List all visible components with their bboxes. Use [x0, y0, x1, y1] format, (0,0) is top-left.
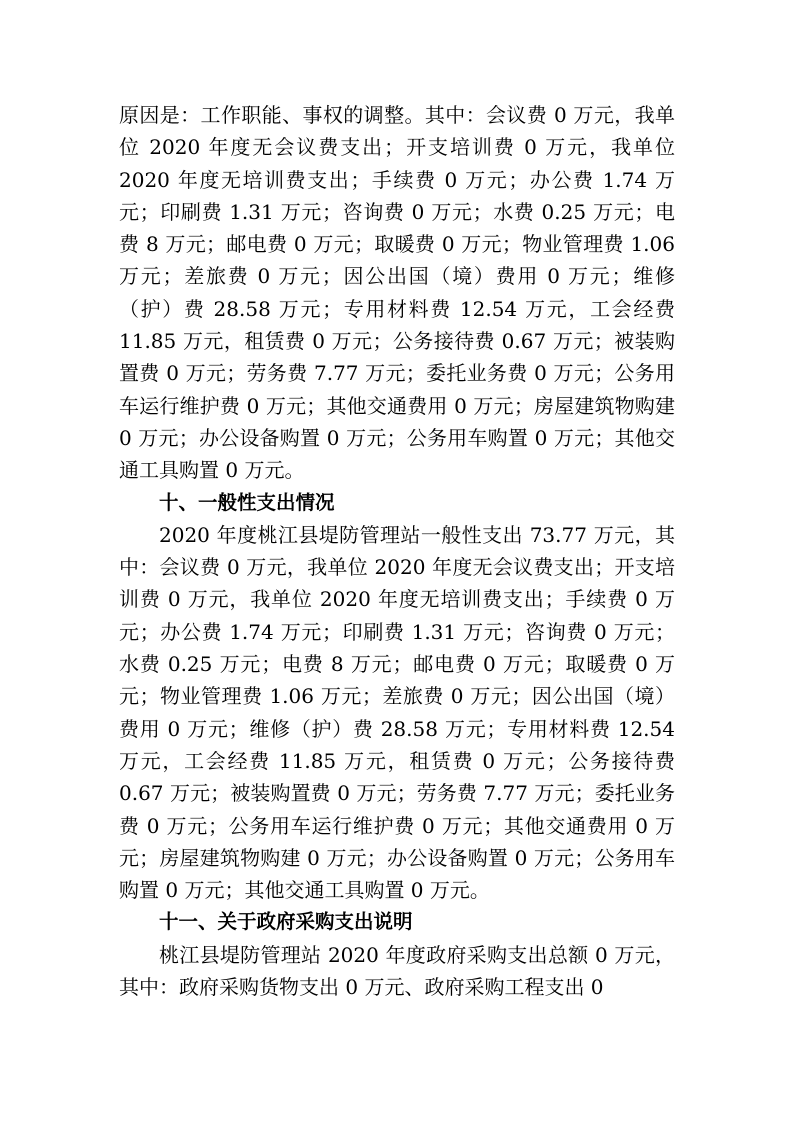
- continuation-paragraph: 原因是：工作职能、事权的调整。其中：会议费 0 万元，我单位 2020 年度无会议费支出；开支培训费 0 万元，我单位 2020 年度无培训费支出；手续费 0 万元；办公费 1.74 万元；印刷费 1.31 万元；咨询费 0 万元；水费 0.25 万元；电费 8 万元；邮电费 0 万元；取暖费 0 万元；物业管理费 1.06 万元；差旅费 0 万元；因公出国（境）费用 0 万元；维修（护）费 28.58 万元；专用材料费 12.54 万元，工会经费 11.85 万元，租赁费 0 万元；公务接待费 0.67 万元；被装购置费 0 万元；劳务费 7.77 万元；委托业务费 0 万元；公务用车运行维护费 0 万元；其他交通费用 0 万元；房屋建筑物购建 0 万元；办公设备购置 0 万元；公务用车购置 0 万元；其他交通工具购置 0 万元。: [119, 103, 675, 483]
- section-10-heading: 十、一般性支出情况: [159, 490, 335, 514]
- section-11-heading: 十一、关于政府采购支出说明: [159, 910, 413, 934]
- document-body: [119, 99, 675, 1003]
- section-11-paragraph: 桃江县堤防管理站 2020 年度政府采购支出总额 0 万元，其中：政府采购货物支出 0 万元、政府采购工程支出 0: [119, 942, 675, 1000]
- section-10-paragraph: 2020 年度桃江县堤防管理站一般性支出 73.77 万元，其中：会议费 0 万元，我单位 2020 年度无会议费支出；开支培训费 0 万元，我单位 2020 年度无培训费支出；手续费 0 万元；办公费 1.74 万元；印刷费 1.31 万元；咨询费 0 万元；水费 0.25 万元；电费 8 万元；邮电费 0 万元；取暖费 0 万元；物业管理费 1.06 万元；差旅费 0 万元；因公出国（境）费用 0 万元；维修（护）费 28.58 万元；专用材料费 12.54 万元，工会经费 11.85 万元，租赁费 0 万元；公务接待费 0.67 万元；被装购置费 0 万元；劳务费 7.77 万元；委托业务费 0 万元；公务用车运行维护费 0 万元；其他交通费用 0 万元；房屋建筑物购建 0 万元；办公设备购置 0 万元；公务用车购置 0 万元；其他交通工具购置 0 万元。: [119, 522, 675, 903]
